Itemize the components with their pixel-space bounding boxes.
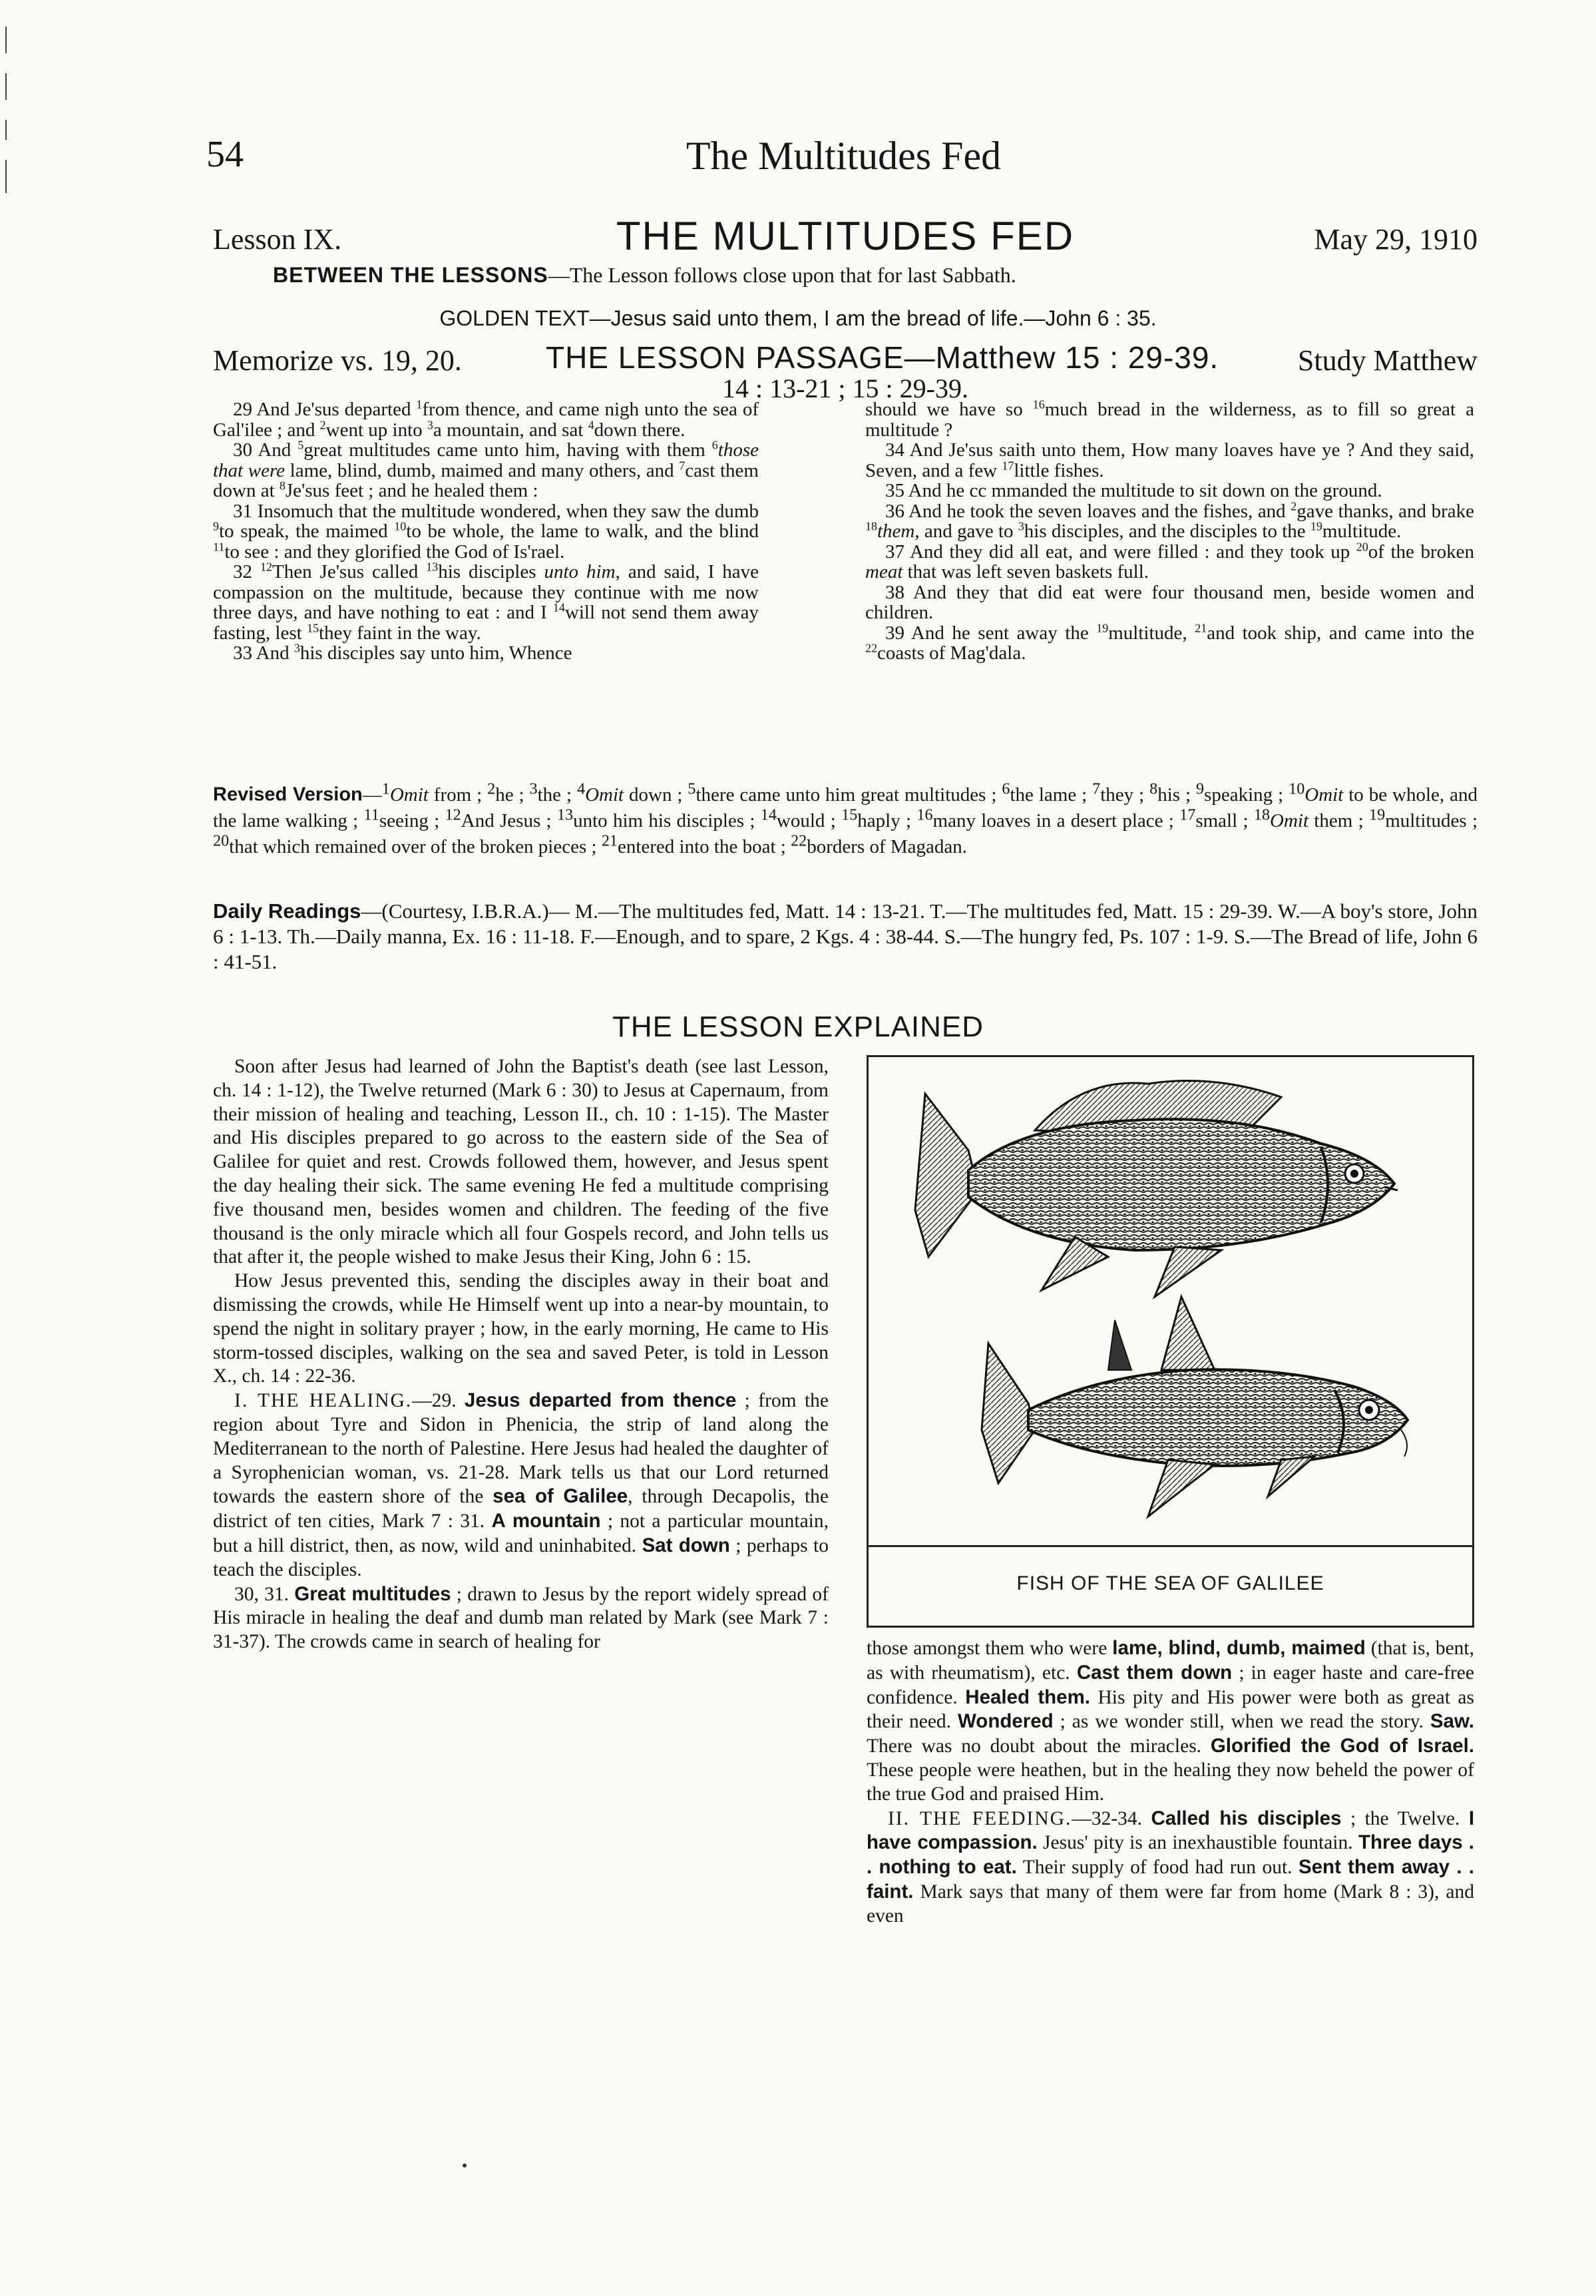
study-reference: 14 : 13-21 ; 15 : 29-39. (722, 373, 968, 403)
revised-version (213, 779, 1478, 857)
study-note: Study Matthew (1297, 344, 1478, 377)
lesson-explained-heading: THE LESSON EXPLAINED (612, 1011, 984, 1043)
lower-fish-icon (982, 1297, 1408, 1516)
verse: should we have so $^{16}$much bread in the wilderness, as to fill so great a multitude ? (865, 397, 1474, 441)
verse: 38 And they that did eat were four thousand men, beside women and children. (865, 581, 1474, 623)
running-title: The Multitudes Fed (686, 134, 1002, 178)
verse: 39 And he sent away the $^{19}$multitude, $^{21}$and took ship, and came into the $^{22}$coasts of Mag'dala. (865, 620, 1475, 664)
verse: 33 And $^3$his disciples say unto him, Whence (233, 641, 572, 664)
figure-caption: FISH OF THE SEA OF GALILEE (1016, 1572, 1324, 1594)
between-the-lessons (273, 263, 1404, 288)
verses-left-column (213, 399, 759, 664)
revised-version-notes: —$^1$Omit from ; $^2$he ; $^3$the ; $^4$Omit down ; $^5$there came unto him great multitudes ; $^6$the lame ; $^7$they ; $^8$his ; $^9$speaking ; $^{10}$Omit to be whole, and the lame walking ; $^{11}$seeing ; $^{12}$And Jesus ; $^{13}$unto him his disciples ; $^{14}$would ; $^{15}$haply ; $^{16}$many loaves in a desert place ; $^{17}$small ; $^{18}$Omit them ; $^{19}$multitudes ; $^{20}$that which remained over of the broken pieces ; $^{21}$entered into the boat ; $^{22}$borders of Magadan. (213, 780, 1478, 857)
verse: 30 And $^5$great multitudes came unto him, having with them $^6$those that were lame, blind, dumb, maimed and many others, and $^7$cast them down at $^8$Je'sus feet ; and he healed them : (213, 438, 759, 501)
running-header (206, 133, 1481, 206)
explanation-paragraph: 30, 31. Great multitudes ; drawn to Jesus by the report widely spread of His miracle in healing the deaf and dumb man related by Mark (see Mark 7 : 31-37). The crowds came in search of healing for (213, 1582, 829, 1653)
daily-readings (213, 899, 1478, 975)
upper-fish-icon (915, 1081, 1398, 1297)
passage-title: THE LESSON PASSAGE—Matthew 15 : 29-39. (546, 340, 1219, 375)
verse: 31 Insomuch that the multitude wondered, when they saw the dumb $^9$to speak, the maimed $^{10}$to be whole, the lame to walk, and the blind $^{11}$to see : and they glorified the God of Is'rael. (213, 500, 759, 563)
print-speck (463, 2164, 467, 2168)
daily-readings-text: —(Courtesy, I.B.R.A.)— M.—The multitudes fed, Matt. 14 : 13-21. T.—The multitudes fed, Matt. 15 : 29-39. W.—A boy's store, John 6 : 1-13. Th.—Daily manna, Ex. 16 : 11-18. F.—Enough, and to spare, 2 Kgs. 4 : 38-44. S.—The hungry fed, Ps. 107 : 1-9. S.—The Bread of life, John 6 : 41-51. (213, 899, 1478, 973)
revised-version-label: Revised Version (213, 784, 363, 805)
verses-right-column (865, 399, 1474, 664)
daily-readings-label: Daily Readings (213, 899, 361, 923)
explanation-left-column (213, 1055, 829, 1654)
golden-text: GOLDEN TEXT—Jesus said unto them, I am the bread of life.—John 6 : 35. (439, 306, 1157, 330)
lesson-title-row (213, 213, 1478, 266)
explanation-paragraph: those amongst them who were lame, blind, dumb, maimed (that is, bent, as with rheumatism), etc. Cast them down ; in eager haste and care-free confidence. Healed them. His pity and His power were both as great as their need. Wondered ; as we wonder still, when we read the story. Saw. There was no doubt about the miracles. Glorified the God of Israel. These people were heathen, but in the healing they now beheld the power of the true God and praised Him. (867, 1637, 1475, 1805)
explanation-paragraph: Soon after Jesus had learned of John the Baptist's death (see last Lesson, ch. 14 : 1-12), the Twelve returned (Mark 6 : 30) to Jesus at Capernaum, from their mission of healing and teaching, Lesson II., ch. 10 : 1-15). The Master and His disciples prepared to go across to the eastern side of the Sea of Galilee for quiet and rest. Crowds followed them, however, and Jesus spent the day healing their sick. The same evening He fed a multitude comprising five thousand men, besides women and children. The feeding of the five thousand is the only miracle which all four Gospels record, and John tells us that after it, the people wished to make Jesus their King, John 6 : 15. (213, 1056, 829, 1268)
between-text: —The Lesson follows close upon that for last Sabbath. (548, 263, 1016, 287)
page-number: 54 (206, 134, 244, 175)
scan-edge-marks (3, 27, 9, 200)
explanation-paragraph: II. THE FEEDING.—32-34. Called his disciples ; the Twelve. I have compassion. Jesus' pity is an inexhaustible fountain. Three days . . nothing to eat. Their supply of food had run out. Sent them away . . faint. Mark says that many of them were far from home (Mark 8 : 3), and even (867, 1807, 1475, 1927)
explanation-paragraph: I. THE HEALING.—29. Jesus departed from thence ; from the region about Tyre and Sidon in Phenicia, the strip of land along the Mediterranean to the north of Palestine. Here Jesus had healed the daughter of a Syrophenician woman, vs. 21-28. Mark tells us that our Lord returned towards the eastern shore of the sea of Galilee, through Decapolis, the district of ten cities, Mark 7 : 31. A mountain ; not a particular mountain, but a hill district, then, as now, wild and uninhabited. Sat down ; perhaps to teach the disciples. (213, 1389, 829, 1580)
lesson-date: May 29, 1910 (1314, 223, 1478, 256)
between-label: BETWEEN THE LESSONS (273, 263, 548, 287)
lesson-passage-heading (213, 340, 1478, 406)
lesson-number: Lesson IX. (213, 223, 342, 256)
fish-illustration (867, 1055, 1474, 1628)
verse: 34 And Je'sus saith unto them, How many loaves have ye ? And they said, Seven, and a few $^{17}$little fishes. (865, 439, 1474, 481)
verse: 35 And he cc mmanded the multitude to sit down on the ground. (885, 480, 1382, 501)
lesson-title: THE MULTITUDES FED (616, 214, 1075, 258)
verse: 37 And they did all eat, and were filled : and they took up $^{20}$of the broken meat that was left seven baskets full. (865, 539, 1474, 582)
figure-caption-box (869, 1545, 1472, 1626)
explanation-right-column (867, 1636, 1474, 1929)
verse: 32 $^{12}$Then Je'sus called $^{13}$his disciples unto him, and said, I have compassion on the multitude, because they continue with me now three days, and have nothing to eat : and I $^{14}$will not send them away fasting, lest $^{15}$they faint in the way. (213, 560, 759, 644)
fish-drawing (869, 1057, 1472, 1550)
verse: 29 And Je'sus departed $^1$from thence, and came nigh unto the sea of Gal'ilee ; and $^2$went up into $^3$a mountain, and sat $^4$down there. (213, 397, 759, 441)
explanation-paragraph: How Jesus prevented this, sending the disciples away in their boat and dismissing the crowds, while He Himself went up into a near-by mountain, to spend the night in solitary prayer ; how, in the early morning, He came to His storm-tossed disciples, walking on the sea and saved Peter, is told in Lesson X., ch. 14 : 22-36. (213, 1270, 829, 1387)
memorize-note: Memorize vs. 19, 20. (213, 344, 462, 377)
verse: 36 And he took the seven loaves and the fishes, and $^2$gave thanks, and brake $^{18}$them, and gave to $^3$his disciples, and the disciples to the $^{19}$multitude. (865, 499, 1474, 542)
